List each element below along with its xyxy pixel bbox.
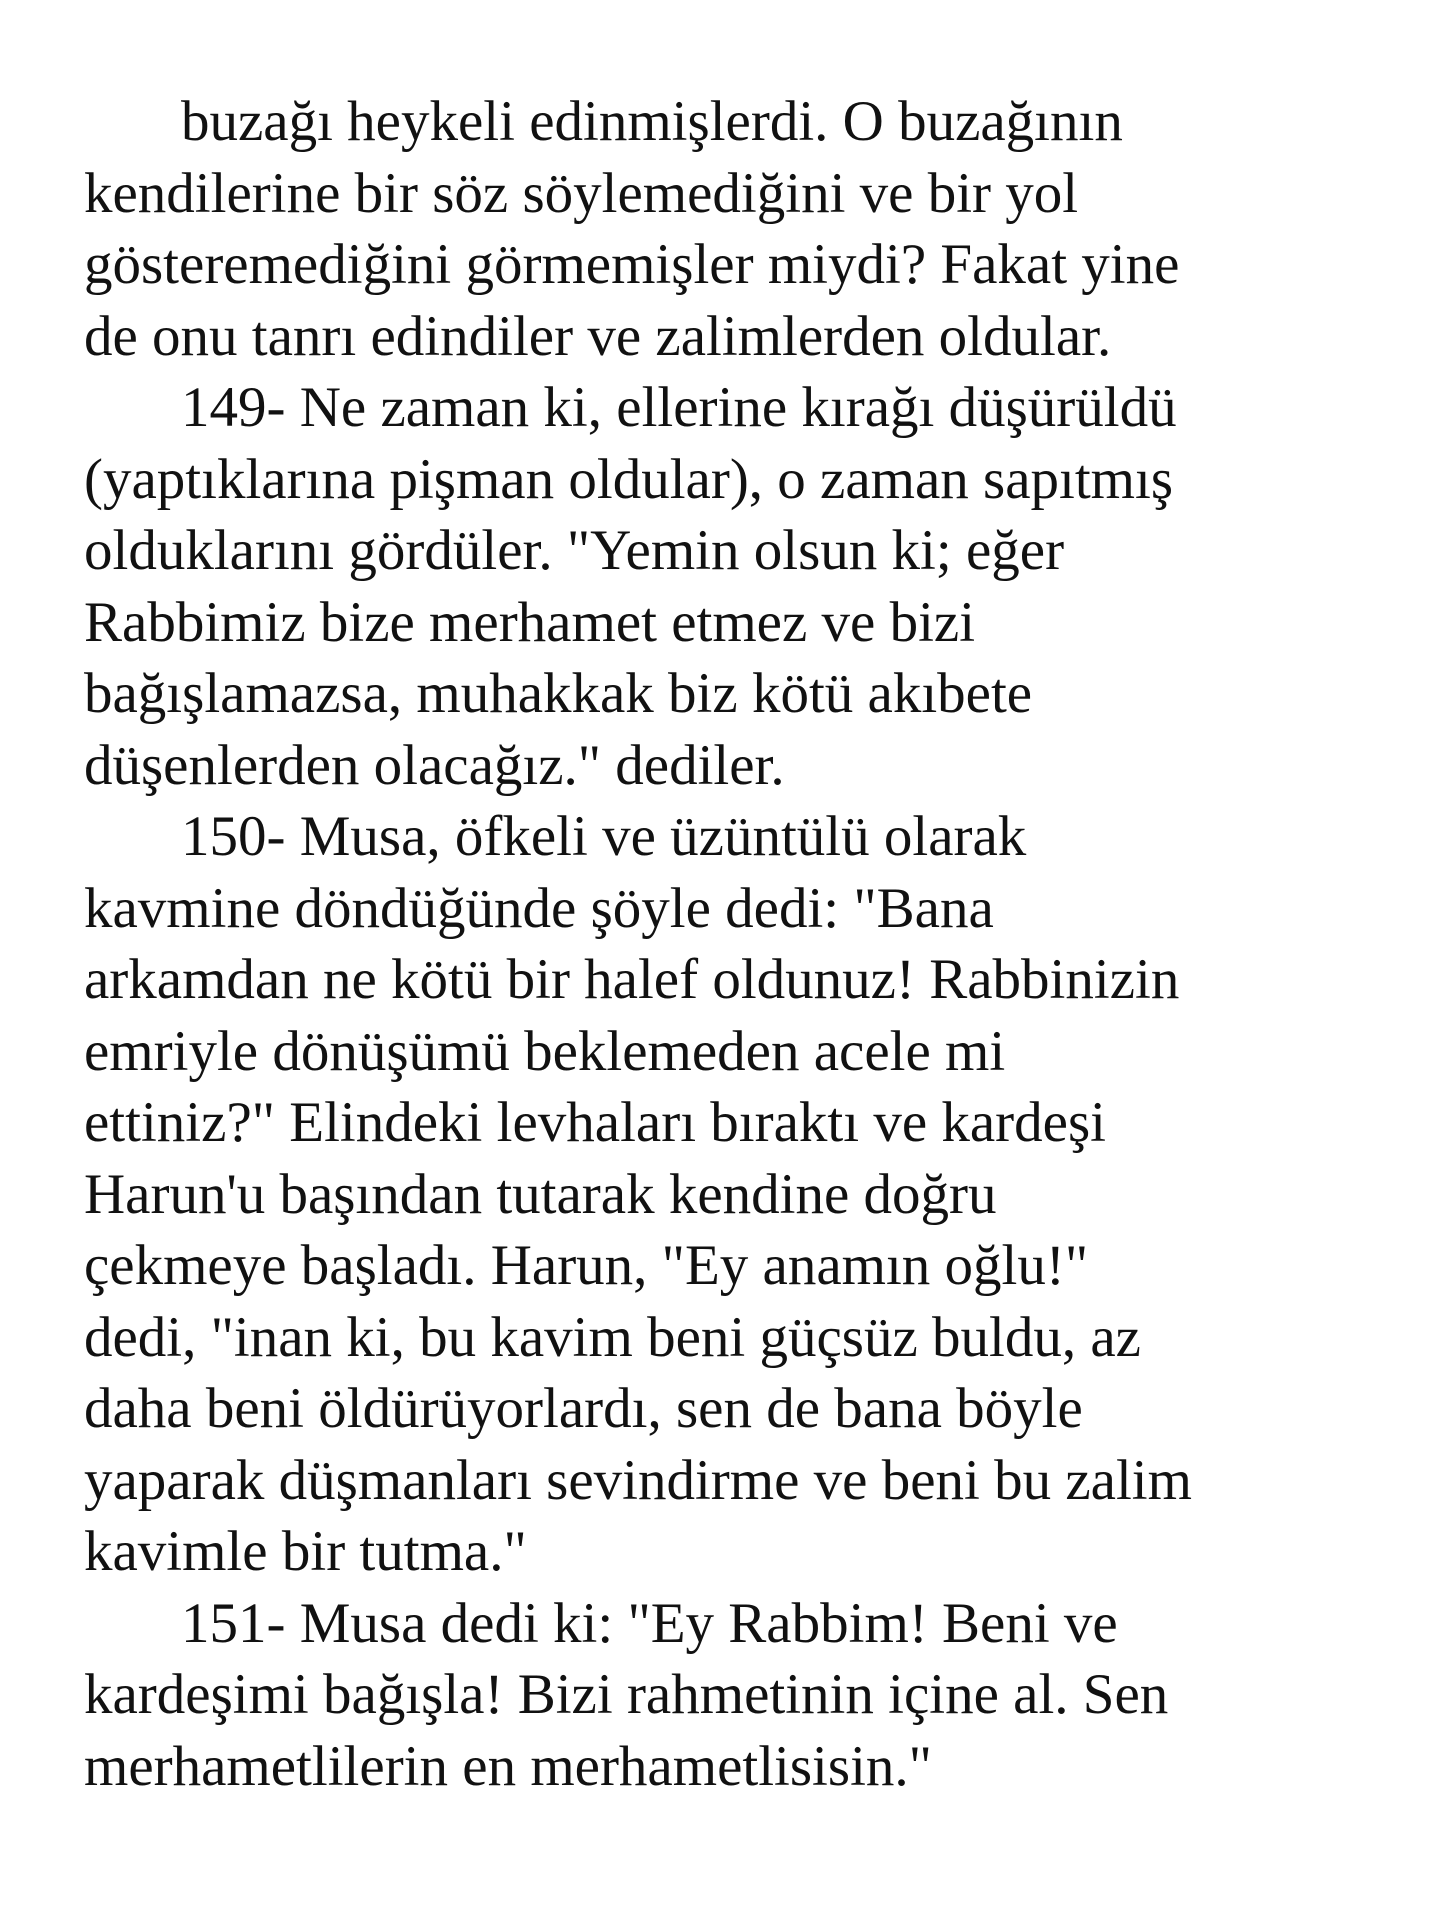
text-line: ettiniz?" Elindeki levhaları bıraktı ve kardeşi: [84, 1091, 1106, 1154]
text-line: yaparak düşmanları sevindirme ve beni bu zalim: [84, 1448, 1192, 1512]
text-line: düşenlerden olacağız." dediler.: [84, 733, 785, 797]
text-line: Rabbimiz bize merhamet etmez ve bizi: [84, 590, 976, 654]
text-line: merhametlilerin en merhametlisisin.": [84, 1734, 932, 1798]
text-line: gösteremediğini görmemişler miydi? Fakat yine: [84, 233, 1180, 296]
text-line: kavimle bir tutma.": [84, 1520, 527, 1583]
text-line: kardeşimi bağışla! Bizi rahmetinin içine al. Sen: [84, 1663, 1169, 1726]
text-line: buzağı heykeli edinmişlerdi. O buzağının: [181, 90, 1123, 153]
text-line: Harun'u başından tutarak kendine doğru: [84, 1162, 997, 1226]
text-line: 151- Musa dedi ki: "Ey Rabbim! Beni ve: [181, 1591, 1118, 1655]
text-line: çekmeye başladı. Harun, "Ey anamın oğlu!": [84, 1234, 1089, 1297]
text-line: emriyle dönüşümü beklemeden acele mi: [84, 1019, 1006, 1083]
document-page: [84, 86, 1384, 1802]
text-line: daha beni öldürüyorlardı, sen de bana böyle: [84, 1377, 1083, 1440]
text-line: dedi, "inan ki, bu kavim beni güçsüz buldu, az: [84, 1305, 1141, 1369]
text-line: kavmine döndüğünde şöyle dedi: "Bana: [84, 876, 994, 940]
text-line: arkamdan ne kötü bir halef oldunuz! Rabbinizin: [84, 948, 1180, 1011]
text-line: bağışlamazsa, muhakkak biz kötü akıbete: [84, 662, 1033, 725]
text-line: 150- Musa, öfkeli ve üzüntülü olarak: [181, 805, 1027, 868]
text-line: (yaptıklarına pişman oldular), o zaman sapıtmış: [84, 447, 1174, 511]
text-line: kendilerine bir söz söylemediğini ve bir yol: [84, 161, 1079, 225]
text-line: de onu tanrı edindiler ve zalimlerden oldular.: [84, 304, 1112, 368]
text-line: 149- Ne zaman ki, ellerine kırağı düşürüldü: [181, 376, 1177, 439]
text-line: olduklarını gördüler. "Yemin olsun ki; eğer: [84, 519, 1065, 582]
